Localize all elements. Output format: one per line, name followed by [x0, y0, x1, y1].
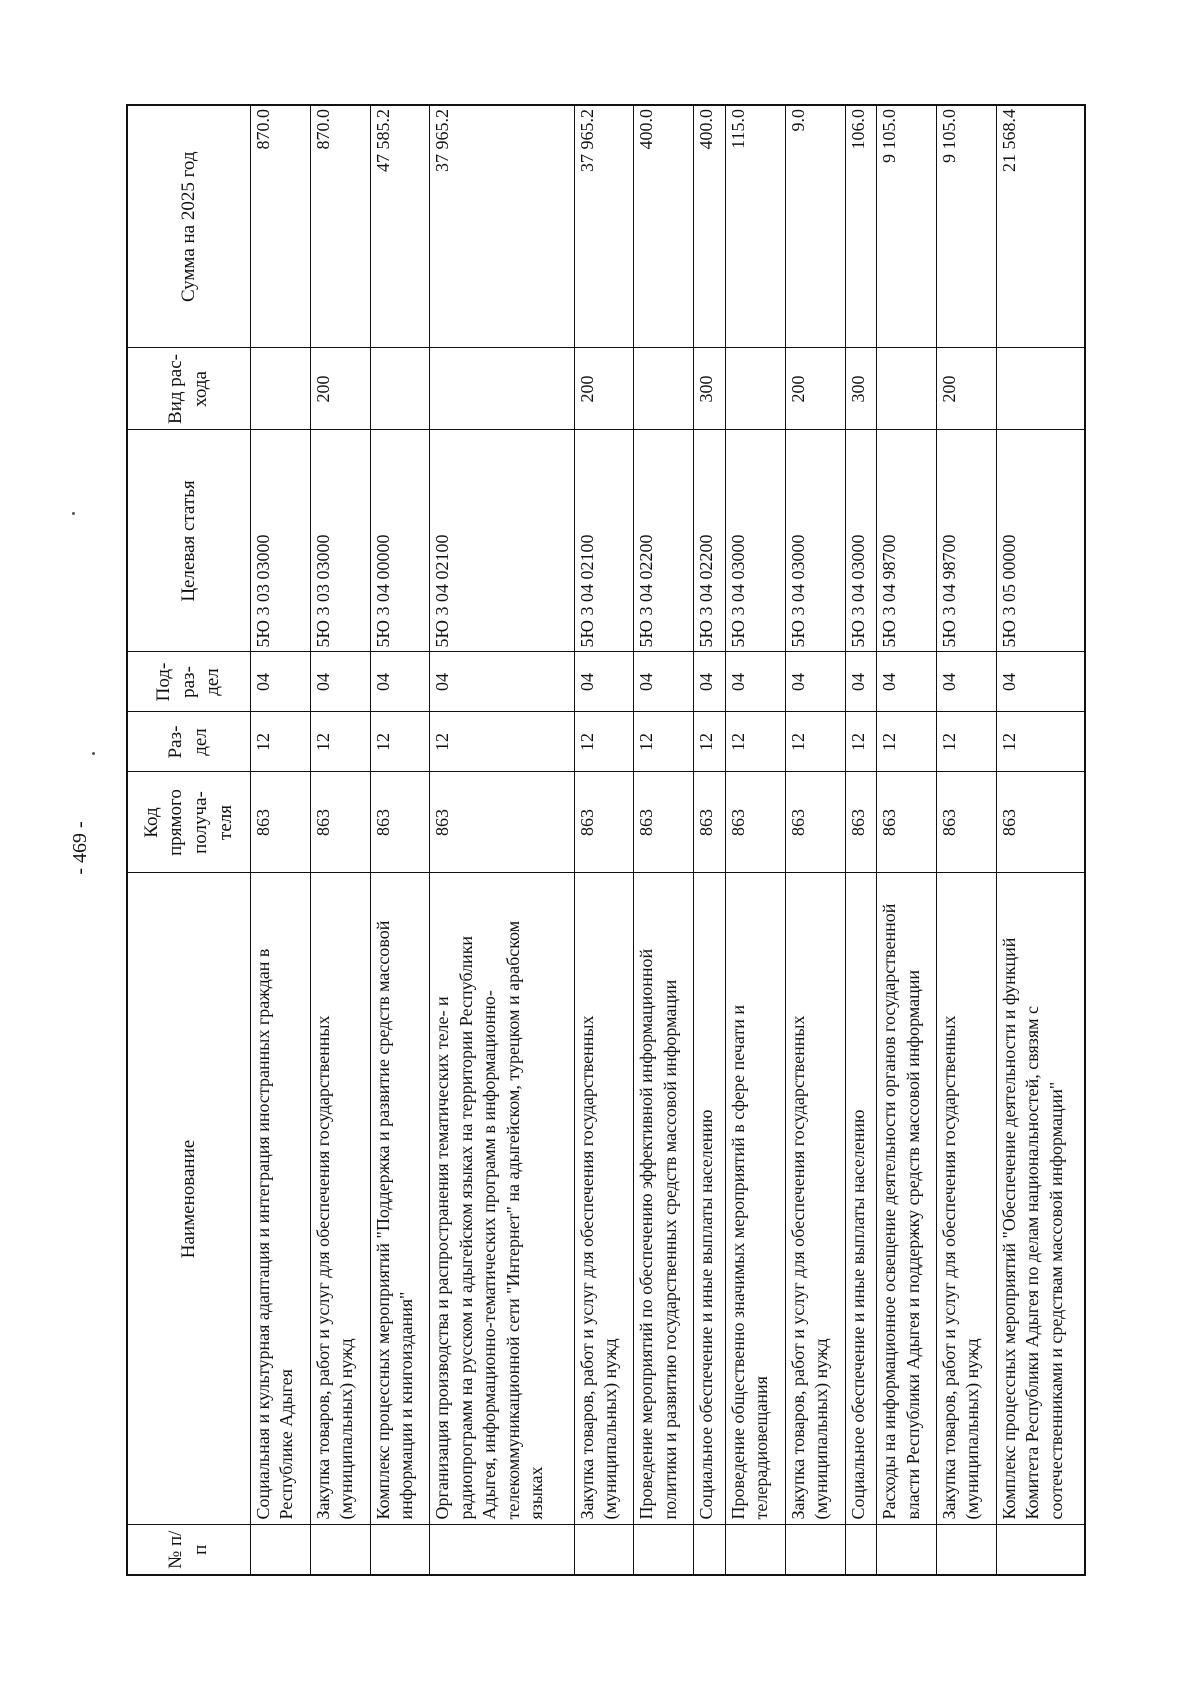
row-expense-type: 300 — [694, 348, 726, 430]
row-amount: 9 105.0 — [937, 105, 997, 348]
row-name: Закупка товаров, работ и услуг для обеспечения государственных (муниципальных) нужд — [574, 873, 634, 1525]
row-target: 5Ю 3 03 03000 — [310, 430, 370, 652]
row-expense-type: 200 — [310, 348, 370, 430]
row-section: 12 — [370, 712, 430, 772]
row-target: 5Ю 3 03 03000 — [251, 430, 311, 652]
row-target: 5Ю 3 04 00000 — [370, 430, 430, 652]
table-row — [370, 105, 430, 1575]
table-row — [725, 105, 785, 1575]
row-section: 12 — [430, 712, 574, 772]
row-target: 5Ю 3 04 02100 — [430, 430, 574, 652]
row-amount: 9 105.0 — [877, 105, 937, 348]
header-subsection: Под- раз- дел — [127, 652, 251, 712]
scan-speck — [92, 752, 95, 755]
table-header-row — [127, 105, 251, 1575]
row-subsection: 04 — [634, 652, 694, 712]
row-amount: 400.0 — [694, 105, 726, 348]
row-target: 5Ю 3 04 02200 — [634, 430, 694, 652]
row-section: 12 — [785, 712, 845, 772]
table-row — [996, 105, 1085, 1575]
row-amount: 21 568.4 — [996, 105, 1085, 348]
row-subsection: 04 — [251, 652, 311, 712]
row-expense-type — [430, 348, 574, 430]
row-name: Социальное обеспечение и иные выплаты населению — [694, 873, 726, 1525]
row-subsection: 04 — [877, 652, 937, 712]
row-target: 5Ю 3 04 02200 — [694, 430, 726, 652]
row-recipient: 863 — [251, 772, 311, 873]
row-target: 5Ю 3 04 02100 — [574, 430, 634, 652]
row-subsection: 04 — [574, 652, 634, 712]
row-name: Социальное обеспечение и иные выплаты населению — [845, 873, 877, 1525]
table-row — [430, 105, 574, 1575]
table-row — [574, 105, 634, 1575]
row-section: 12 — [877, 712, 937, 772]
row-subsection: 04 — [694, 652, 726, 712]
row-recipient: 863 — [634, 772, 694, 873]
row-recipient: 863 — [430, 772, 574, 873]
row-num — [430, 1525, 574, 1575]
row-num — [634, 1525, 694, 1575]
row-amount: 9.0 — [785, 105, 845, 348]
row-amount: 870.0 — [251, 105, 311, 348]
row-num — [785, 1525, 845, 1575]
row-num — [310, 1525, 370, 1575]
row-subsection: 04 — [996, 652, 1085, 712]
row-amount: 106.0 — [845, 105, 877, 348]
row-name: Проведение мероприятий по обеспечению эффективной информационной политики и развитию государственных средств массовой информации — [634, 873, 694, 1525]
row-num — [370, 1525, 430, 1575]
row-name: Комплекс процессных мероприятий "Обеспечение деятельности и функций Комитета Республики Адыгея по делам национальностей, связям с соотечественниками и средствам массовой информации" — [996, 873, 1085, 1525]
row-num — [574, 1525, 634, 1575]
row-name: Закупка товаров, работ и услуг для обеспечения государственных (муниципальных) нужд — [937, 873, 997, 1525]
row-num — [877, 1525, 937, 1575]
row-expense-type — [634, 348, 694, 430]
header-target: Целевая статья — [127, 430, 251, 652]
row-recipient: 863 — [845, 772, 877, 873]
row-target: 5Ю 3 04 03000 — [725, 430, 785, 652]
row-recipient: 863 — [370, 772, 430, 873]
row-name: Проведение общественно значимых мероприятий в сфере печати и телерадиовещания — [725, 873, 785, 1525]
row-subsection: 04 — [845, 652, 877, 712]
row-section: 12 — [996, 712, 1085, 772]
table-row — [845, 105, 877, 1575]
row-target: 5Ю 3 04 98700 — [877, 430, 937, 652]
row-recipient: 863 — [877, 772, 937, 873]
row-recipient: 863 — [694, 772, 726, 873]
row-num — [937, 1525, 997, 1575]
table-row — [694, 105, 726, 1575]
table-row — [310, 105, 370, 1575]
row-amount: 47 585.2 — [370, 105, 430, 348]
row-subsection: 04 — [430, 652, 574, 712]
row-name: Организация производства и распространения тематических теле- и радиопрограмм на русском и адыгейском языках на территории Республики Адыгея, информационно-тематических программ в информационно-телекоммуникационной сети "Интернет" на адыгейском, турецком и арабском языках — [430, 873, 574, 1525]
row-num — [694, 1525, 726, 1575]
row-num — [996, 1525, 1085, 1575]
row-expense-type — [996, 348, 1085, 430]
row-target: 5Ю 3 04 03000 — [845, 430, 877, 652]
row-section: 12 — [694, 712, 726, 772]
rotated-table-container — [126, 106, 1086, 1576]
row-section: 12 — [574, 712, 634, 772]
row-recipient: 863 — [725, 772, 785, 873]
row-amount: 37 965.2 — [430, 105, 574, 348]
row-expense-type — [251, 348, 311, 430]
row-expense-type: 300 — [845, 348, 877, 430]
header-expense-type: Вид рас- хода — [127, 348, 251, 430]
row-expense-type — [877, 348, 937, 430]
header-num: № п/п — [127, 1525, 251, 1575]
row-name: Социальная и культурная адаптация и интеграция иностранных граждан в Республике Адыгея — [251, 873, 311, 1525]
table-row — [251, 105, 311, 1575]
row-amount: 870.0 — [310, 105, 370, 348]
row-num — [845, 1525, 877, 1575]
table-row — [785, 105, 845, 1575]
row-expense-type: 200 — [937, 348, 997, 430]
row-amount: 115.0 — [725, 105, 785, 348]
row-section: 12 — [310, 712, 370, 772]
row-subsection: 04 — [370, 652, 430, 712]
row-section: 12 — [937, 712, 997, 772]
row-amount: 400.0 — [634, 105, 694, 348]
row-target: 5Ю 3 04 98700 — [937, 430, 997, 652]
row-recipient: 863 — [310, 772, 370, 873]
row-name: Комплекс процессных мероприятий "Поддержка и развитие средств массовой информации и книгоиздания" — [370, 873, 430, 1525]
row-recipient: 863 — [574, 772, 634, 873]
row-subsection: 04 — [725, 652, 785, 712]
header-amount: Сумма на 2025 год — [127, 105, 251, 348]
table-row — [877, 105, 937, 1575]
row-name: Закупка товаров, работ и услуг для обеспечения государственных (муниципальных) нужд — [785, 873, 845, 1525]
table-row — [634, 105, 694, 1575]
budget-table — [126, 104, 1086, 1576]
row-num — [251, 1525, 311, 1575]
row-num — [725, 1525, 785, 1575]
header-recipient: Код прямого получа- теля — [127, 772, 251, 873]
scan-speck — [72, 512, 75, 515]
row-amount: 37 965.2 — [574, 105, 634, 348]
row-expense-type — [370, 348, 430, 430]
table-row — [937, 105, 997, 1575]
row-recipient: 863 — [996, 772, 1085, 873]
row-recipient: 863 — [937, 772, 997, 873]
row-name: Закупка товаров, работ и услуг для обеспечения государственных (муниципальных) нужд — [310, 873, 370, 1525]
row-target: 5Ю 3 04 03000 — [785, 430, 845, 652]
row-target: 5Ю 3 05 00000 — [996, 430, 1085, 652]
row-subsection: 04 — [310, 652, 370, 712]
row-expense-type: 200 — [574, 348, 634, 430]
page-number: - 469 - — [69, 821, 91, 875]
header-name: Наименование — [127, 873, 251, 1525]
row-section: 12 — [634, 712, 694, 772]
row-section: 12 — [845, 712, 877, 772]
row-name: Расходы на информационное освещение деятельности органов государственной власти Республики Адыгея и поддержку средств массовой информации — [877, 873, 937, 1525]
row-section: 12 — [725, 712, 785, 772]
row-expense-type: 200 — [785, 348, 845, 430]
row-subsection: 04 — [937, 652, 997, 712]
row-recipient: 863 — [785, 772, 845, 873]
row-section: 12 — [251, 712, 311, 772]
row-subsection: 04 — [785, 652, 845, 712]
row-expense-type — [725, 348, 785, 430]
header-section: Раз- дел — [127, 712, 251, 772]
